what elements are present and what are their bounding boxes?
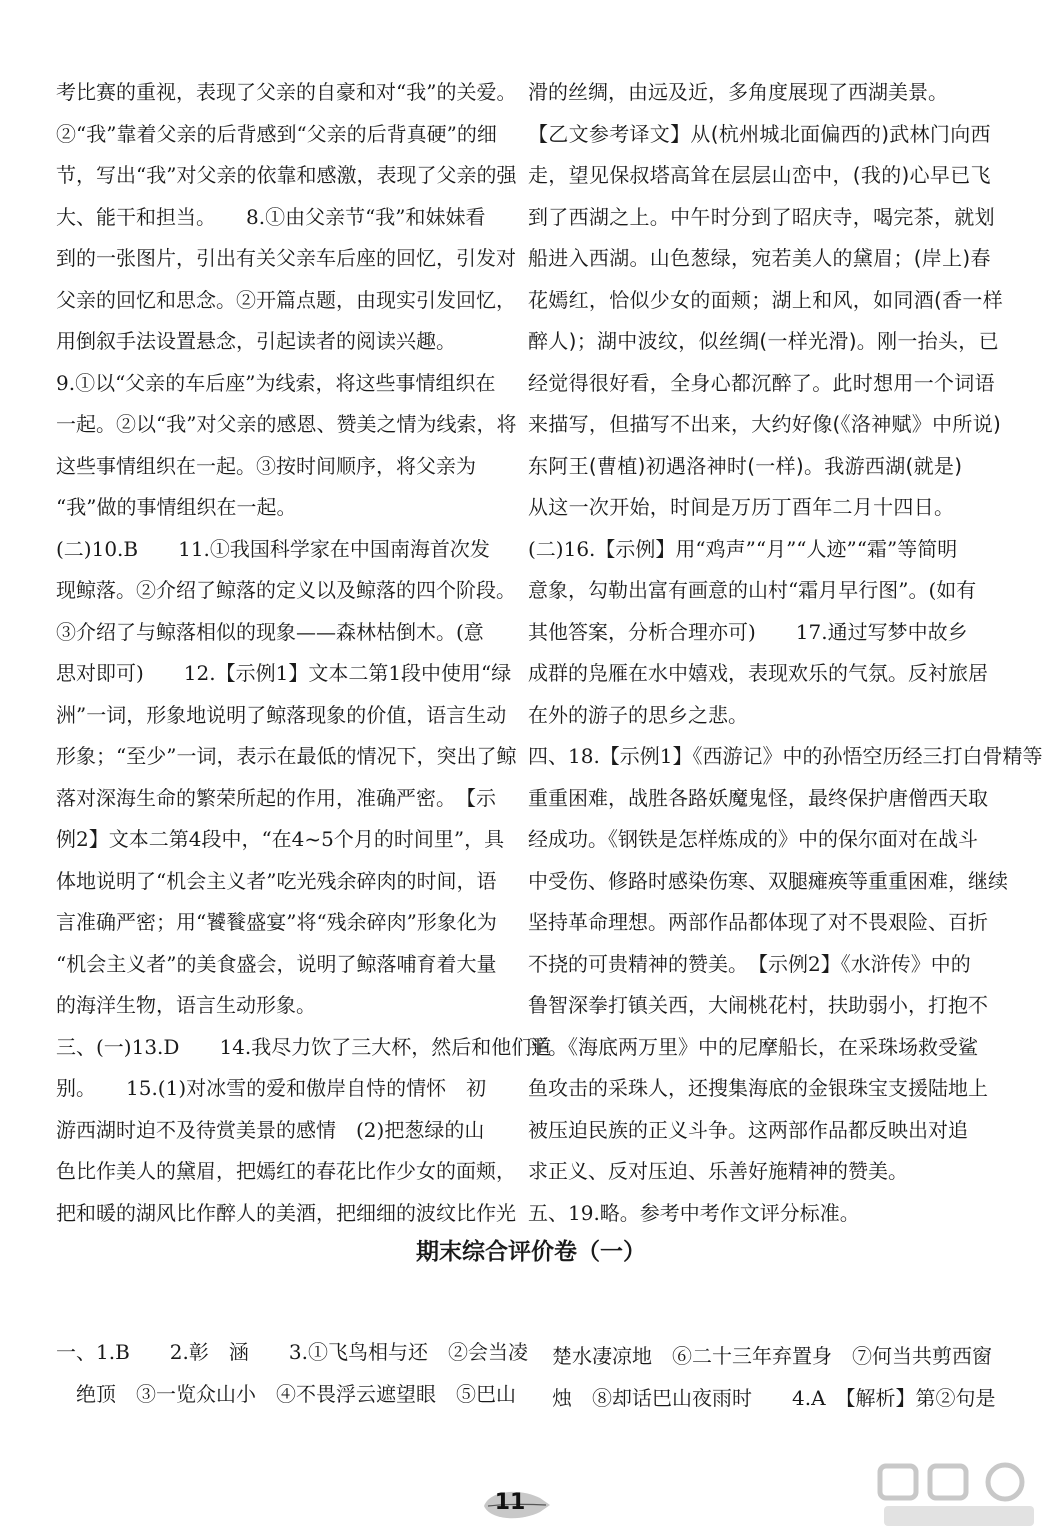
right-column-line: 成群的凫雁在水中嬉戏，表现欢乐的气氛。反衬旅居 — [528, 661, 988, 685]
watermark-logo-icon — [870, 1462, 1050, 1532]
right-column-line: 经觉得很好看，全身心都沉醉了。此时想用一个词语 — [528, 370, 995, 395]
left-column-line: 到的一张图片，引出有关父亲车后座的回忆，引发对 — [56, 246, 516, 270]
right-column-line: 坚持革命理想。两部作品都体现了对不畏艰险、百折 — [528, 910, 988, 934]
left-column-line: 节，写出“我”对父亲的依靠和感激，表现了父亲的强 — [56, 163, 517, 187]
right-column-line: 其他答案，分析合理亦可) 17.通过写梦中故乡 — [528, 619, 968, 644]
left-column-line: 现鲸落。②介绍了鲸落的定义以及鲸落的四个阶段。 — [56, 578, 516, 602]
right-column-line: 醉人)；湖中波纹，似丝绸(一样光滑)。刚一抬头，已 — [528, 329, 999, 353]
left-column-line: 言准确严密；用“饕餮盛宴”将“残余碎肉”形象化为 — [56, 910, 497, 934]
left-column-line: 形象；“至少”一词，表示在最低的情况下，突出了鲸 — [56, 744, 517, 768]
left-column-line: “机会主义者”的美食盛会，说明了鲸落哺育着大量 — [56, 951, 497, 976]
right-column — [528, 72, 1043, 1234]
left-column-line: “我”做的事情组织在一起。 — [56, 495, 297, 519]
right-column-line: 花嫣红，恰似少女的面颊；湖上和风，如同酒(香一样 — [528, 287, 1004, 312]
right-column-line: 走，望见保叔塔高耸在层层山峦中，(我的)心早已飞 — [528, 163, 991, 187]
left-column-line: 把和暖的湖风比作醉人的美酒，把细细的波纹比作光 — [56, 1200, 516, 1225]
bottom-left-line: 绝顶 ③一览众山小 ④不畏浮云遮望眼 ⑤巴山 — [56, 1381, 516, 1406]
right-column-line: 从这一次开始，时间是万历丁酉年二月十四日。 — [528, 495, 955, 519]
right-column-line: 到了西湖之上。中午时分到了昭庆寺，喝完茶，就划 — [528, 204, 995, 229]
left-column-line: 考比赛的重视，表现了父亲的自豪和对“我”的关爱。 — [56, 80, 517, 104]
right-column-line: 在外的游子的思乡之悲。 — [528, 702, 748, 727]
left-column-line: 落对深海生命的繁荣所起的作用，准确严密。 【示 — [56, 785, 496, 810]
right-column-line: 中受伤、修路时感染伤寒、双腿瘫痪等重重困难，继续 — [528, 868, 1008, 893]
left-column-line: 大、能干和担当。 8.①由父亲节“我”和妹妹看 — [56, 204, 486, 229]
left-column-line: ②“我”靠着父亲的后背感到“父亲的后背真硬”的细 — [56, 121, 497, 146]
page-number: 11 — [494, 1490, 526, 1515]
right-column-line: (二)16.【示例】用“鸡声”“月”“人迹”“霜”等简明 — [528, 536, 958, 561]
right-column-line: 意象，勾勒出富有画意的山村“霜月早行图”。(如有 — [528, 578, 977, 602]
left-column-line: 例2】文本二第4段中，“在4~5个月的时间里”，具 — [56, 827, 505, 851]
right-column-line: 【乙文参考译文】从(杭州城北面偏西的)武林门向西 — [528, 121, 991, 146]
right-column-line: 鱼攻击的采珠人，还搜集海底的金银珠宝支援陆地上 — [528, 1076, 988, 1100]
right-column-line: 东阿王(曹植)初遇洛神时(一样)。我游西湖(就是) — [528, 453, 963, 478]
bottom-right-line: 楚水凄凉地 ⑥二十三年弃置身 ⑦何当共剪西窗 — [552, 1344, 992, 1368]
right-column-line: 鲁智深拳打镇关西，大闹桃花村，扶助弱小，打抱不 — [528, 993, 988, 1017]
left-column-line: 体地说明了“机会主义者”吃光残余碎肉的时间，语 — [56, 868, 497, 893]
left-column-line: 别。 15.(1)对冰雪的爱和傲岸自恃的情怀 初 — [56, 1076, 487, 1100]
left-column-line: 思对即可) 12.【示例1】文本二第1段中使用“绿 — [56, 661, 512, 685]
left-column-line: 9.①以“父亲的车后座”为线索，将这些事情组织在 — [56, 370, 496, 395]
right-column-line: 五、19.略。参考中考作文评分标准。 — [528, 1200, 860, 1225]
left-column-line: ③介绍了与鲸落相似的现象——森林枯倒木。(意 — [56, 619, 484, 644]
right-column-line: 不挠的可贵精神的赞美。 【示例2】《水浒传》中的 — [528, 951, 971, 976]
right-column-line: 经成功。《钢铁是怎样炼成的》中的保尔面对在战斗 — [528, 827, 978, 851]
right-column-line: 来描写，但描写不出来，大约好像(《洛神赋》中所说) — [528, 412, 1002, 436]
bottom-left-line: 一、1.B 2.彰 涵 3.①飞鸟相与还 ②会当凌 — [56, 1340, 528, 1364]
section-title: 期末综合评价卷（一） — [416, 1239, 646, 1265]
right-column-line: 被压迫民族的正义斗争。这两部作品都反映出对追 — [528, 1117, 968, 1142]
left-column-line: 一起。②以“我”对父亲的感恩、赞美之情为线索，将 — [56, 412, 517, 436]
right-column-line: 重重困难，战胜各路妖魔鬼怪，最终保护唐僧西天取 — [528, 785, 988, 810]
left-column-line: (二)10.B 11.①我国科学家在中国南海首次发 — [56, 536, 490, 561]
right-column-line: 船进入西湖。山色葱绿，宛若美人的黛眉；(岸上)春 — [528, 246, 991, 270]
right-column-line: 平。《海底两万里》中的尼摩船长，在采珠场救受鲨 — [528, 1034, 978, 1059]
watermark-logo — [870, 1462, 1050, 1532]
left-column-line: 这些事情组织在一起。③按时间顺序，将父亲为 — [56, 453, 476, 478]
left-column-line: 游西湖时迫不及待赏美景的感情 (2)把葱绿的山 — [56, 1117, 485, 1142]
left-column-line: 色比作美人的黛眉，把嫣红的春花比作少女的面颊， — [56, 1159, 516, 1183]
left-column-line: 的海洋生物，语言生动形象。 — [56, 993, 316, 1017]
page-number-badge — [480, 1486, 552, 1524]
right-column-line: 滑的丝绸，由远及近，多角度展现了西湖美景。 — [528, 80, 948, 104]
left-column-line: 用倒叙手法设置悬念，引起读者的阅读兴趣。 — [56, 329, 456, 353]
right-column-line: 四、18.【示例1】《西游记》中的孙悟空历经三打白骨精等 — [528, 744, 1043, 768]
left-column-line: 父亲的回忆和思念。②开篇点题，由现实引发回忆， — [56, 287, 516, 312]
left-column-line: 洲”一词，形象地说明了鲸落现象的价值，语言生动 — [56, 702, 507, 727]
left-column-line: 三、(一)13.D 14.我尽力饮了三大杯，然后和他们道 — [56, 1034, 552, 1059]
right-column-line: 求正义、反对压迫、乐善好施精神的赞美。 — [528, 1159, 908, 1183]
bottom-right-line: 烛 ⑧却话巴山夜雨时 4.A 【解析】第②句是 — [552, 1385, 996, 1410]
bottom-left-column — [56, 1332, 528, 1415]
bottom-right-column — [552, 1336, 996, 1419]
left-column — [56, 72, 552, 1234]
